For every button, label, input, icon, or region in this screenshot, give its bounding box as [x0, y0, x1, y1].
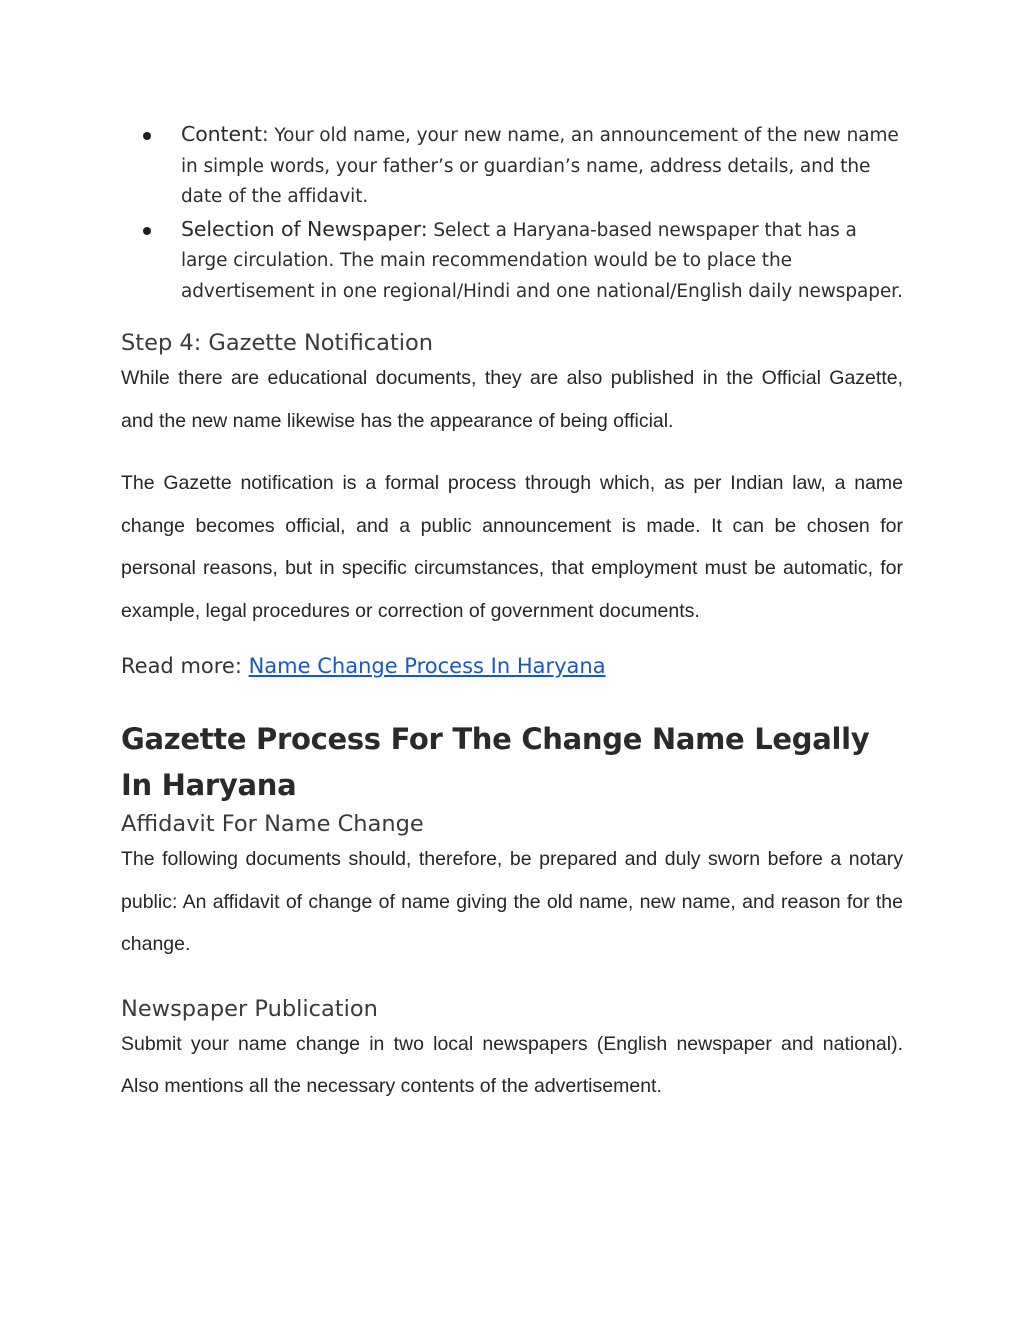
step4-heading: Step 4: Gazette Notification [121, 330, 434, 356]
read-more [121, 651, 903, 681]
bullet-item-content [121, 119, 903, 213]
bullet-list [121, 119, 903, 307]
step4-paragraph-1: While there are educational documents, they are also published in the Official Gazette, and the new name likewise has the appearance of being official. [121, 367, 903, 432]
read-more-label: Read more: [121, 654, 249, 678]
section-title: Gazette Process For The Change Name Legally In Haryana [121, 722, 870, 802]
newspaper-heading: Newspaper Publication [121, 995, 378, 1022]
bullet-item-newspaper-selection [121, 214, 903, 308]
step4-paragraph-2: The Gazette notification is a formal process through which, as per Indian law, a name change becomes official, and a public announcement is made. It can be chosen for personal reasons, but in specific circumstances, that employment must be automatic, for example, legal procedures or correction of government documents. [121, 472, 903, 622]
bullet-dot-icon [143, 227, 151, 235]
affidavit-paragraph: The following documents should, therefore, be prepared and duly sworn before a notary public: An affidavit of change of name giving the old name, new name, and reason for the change. [121, 848, 903, 955]
bullet-lead: Content: [181, 122, 269, 146]
bullet-lead: Selection of Newspaper: [181, 216, 428, 241]
page-content [121, 119, 903, 1108]
bullet-dot-icon [143, 132, 151, 140]
newspaper-paragraph: Submit your name change in two local newspapers (English newspaper and national). Also mentions all the necessary contents of the advertisement. [121, 1032, 903, 1097]
bullet-text: Select a Haryana-based newspaper that has a large circulation. The main recommendation would be to place the advertisement in one regional/Hindi and one national/English daily newspaper. [181, 219, 903, 302]
read-more-link[interactable]: Name Change Process In Haryana [248, 654, 606, 678]
bullet-text: Your old name, your new name, an announcement of the new name in simple words, your father’s or guardian’s name, address details, and the date of the affidavit. [181, 125, 899, 207]
affidavit-heading: Affidavit For Name Change [121, 811, 424, 837]
